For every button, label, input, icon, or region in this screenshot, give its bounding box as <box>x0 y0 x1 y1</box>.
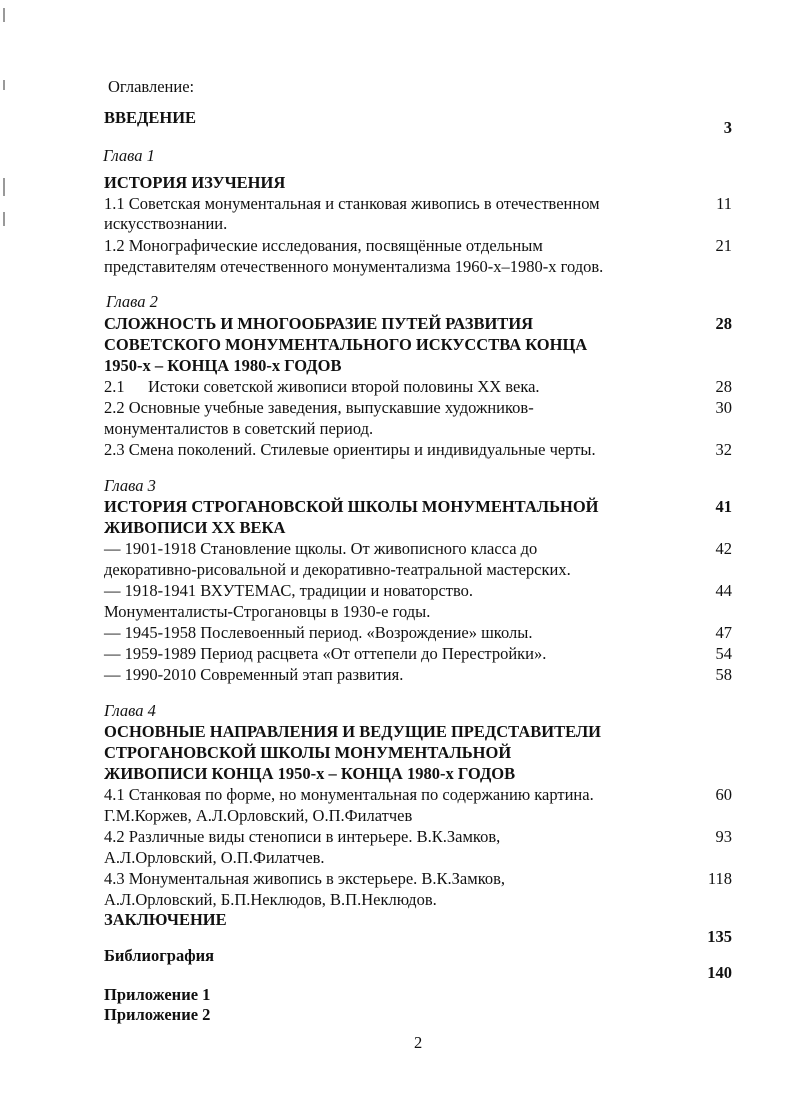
toc-heading: Оглавление: <box>108 77 195 96</box>
section-3-3-line1: — 1945-1958 Послевоенный период. «Возрождение» школы. <box>104 623 533 642</box>
section-2-2-line1: 2.2 Основные учебные заведения, выпускавшие художников- <box>104 398 534 417</box>
chapter-2-title-line2: СОВЕТСКОГО МОНУМЕНТАЛЬНОГО ИСКУССТВА КОНЦА <box>104 335 588 354</box>
scan-edge-mark <box>3 8 5 22</box>
chapter-2-title-line3: 1950-х – КОНЦА 1980-х ГОДОВ <box>104 356 342 375</box>
section-3-2-line1: — 1918-1941 ВХУТЕМАС, традиции и новаторство. <box>104 581 474 600</box>
section-4-1-line2: Г.М.Коржев, А.Л.Орловский, О.П.Филатчев <box>104 806 413 825</box>
section-4-3-line2: А.Л.Орловский, Б.П.Неклюдов, В.П.Неклюдов. <box>104 890 437 909</box>
chapter-3-page: 41 <box>715 497 732 516</box>
section-3-2-page: 44 <box>715 581 732 600</box>
section-4-3-page: 118 <box>707 869 732 888</box>
intro-title: ВВЕДЕНИЕ <box>104 108 197 127</box>
section-3-4-page: 54 <box>715 644 732 663</box>
section-3-2-line2: Монументалисты-Строгановцы в 1930-е годы. <box>104 602 431 621</box>
section-4-2-line2: А.Л.Орловский, О.П.Филатчев. <box>104 848 325 867</box>
section-4-1-line1: 4.1 Станковая по форме, но монументальная по содержанию картина. <box>104 785 594 804</box>
section-2-3-line1: 2.3 Смена поколений. Стилевые ориентиры и индивидуальные черты. <box>104 440 596 459</box>
page-number: 2 <box>414 1033 423 1052</box>
chapter-4-title-line2: СТРОГАНОВСКОЙ ШКОЛЫ МОНУМЕНТАЛЬНОЙ <box>104 743 512 762</box>
conclusion-title: ЗАКЛЮЧЕНИЕ <box>104 910 227 929</box>
chapter-1-title: ИСТОРИЯ ИЗУЧЕНИЯ <box>104 173 286 192</box>
section-1-1-line1: 1.1 Советская монументальная и станковая живопись в отечественном <box>104 194 600 213</box>
section-2-2-page: 30 <box>715 398 732 417</box>
section-2-1-page: 28 <box>715 377 732 396</box>
chapter-2-title-line1: СЛОЖНОСТЬ И МНОГООБРАЗИЕ ПУТЕЙ РАЗВИТИЯ <box>104 314 534 333</box>
section-2-1-text: Истоки советской живописи второй половины XX века. <box>148 377 540 396</box>
section-3-4-line1: — 1959-1989 Период расцвета «От оттепели до Перестройки». <box>104 644 547 663</box>
intro-page: 3 <box>723 118 732 137</box>
chapter-3-title-line1: ИСТОРИЯ СТРОГАНОВСКОЙ ШКОЛЫ МОНУМЕНТАЛЬНОЙ <box>104 497 599 516</box>
section-3-5-page: 58 <box>715 665 732 684</box>
section-3-1-page: 42 <box>715 539 732 558</box>
section-3-3-page: 47 <box>715 623 732 642</box>
section-1-1-page: 11 <box>716 194 732 213</box>
section-4-2-page: 93 <box>715 827 732 846</box>
section-4-2-line1: 4.2 Различные виды стенописи в интерьере. В.К.Замков, <box>104 827 501 846</box>
section-1-1-line2: искусствознании. <box>104 214 228 233</box>
section-3-5-line1: — 1990-2010 Современный этап развития. <box>104 665 404 684</box>
section-1-2-line2: представителям отечественного монументализма 1960-х–1980-х годов. <box>104 257 604 276</box>
section-1-2-line1: 1.2 Монографические исследования, посвящённые отдельным <box>104 236 543 255</box>
bibliography-page: 140 <box>707 963 732 982</box>
appendix-1: Приложение 1 <box>104 985 211 1004</box>
scan-edge-mark <box>3 212 5 226</box>
conclusion-page: 135 <box>707 927 732 946</box>
chapter-4-title-line1: ОСНОВНЫЕ НАПРАВЛЕНИЯ И ВЕДУЩИЕ ПРЕДСТАВИТЕЛИ <box>104 722 601 741</box>
section-1-2-page: 21 <box>715 236 732 255</box>
chapter-2-page: 28 <box>715 314 732 333</box>
section-2-1-number: 2.1 <box>104 377 125 396</box>
chapter-1-label: Глава 1 <box>103 146 155 165</box>
chapter-4-title-line3: ЖИВОПИСИ КОНЦА 1950-х – КОНЦА 1980-х ГОДОВ <box>104 764 516 783</box>
chapter-3-title-line2: ЖИВОПИСИ XX ВЕКА <box>104 518 286 537</box>
scan-edge-mark <box>3 178 5 196</box>
scan-edge-mark <box>3 80 5 90</box>
chapter-4-label: Глава 4 <box>104 701 156 720</box>
section-3-1-line2: декоративно-рисовальной и декоративно-театральной мастерских. <box>104 560 571 579</box>
section-2-2-line2: монументалистов в советский период. <box>104 419 374 438</box>
section-4-1-page: 60 <box>715 785 732 804</box>
section-3-1-line1: — 1901-1918 Становление щколы. От живописного класса до <box>104 539 538 558</box>
chapter-2-label: Глава 2 <box>106 292 158 311</box>
section-4-3-line1: 4.3 Монументальная живопись в экстерьере. В.К.Замков, <box>104 869 506 888</box>
bibliography-title: Библиография <box>104 946 215 965</box>
section-2-3-page: 32 <box>715 440 732 459</box>
appendix-2: Приложение 2 <box>104 1005 211 1024</box>
chapter-3-label: Глава 3 <box>104 476 156 495</box>
